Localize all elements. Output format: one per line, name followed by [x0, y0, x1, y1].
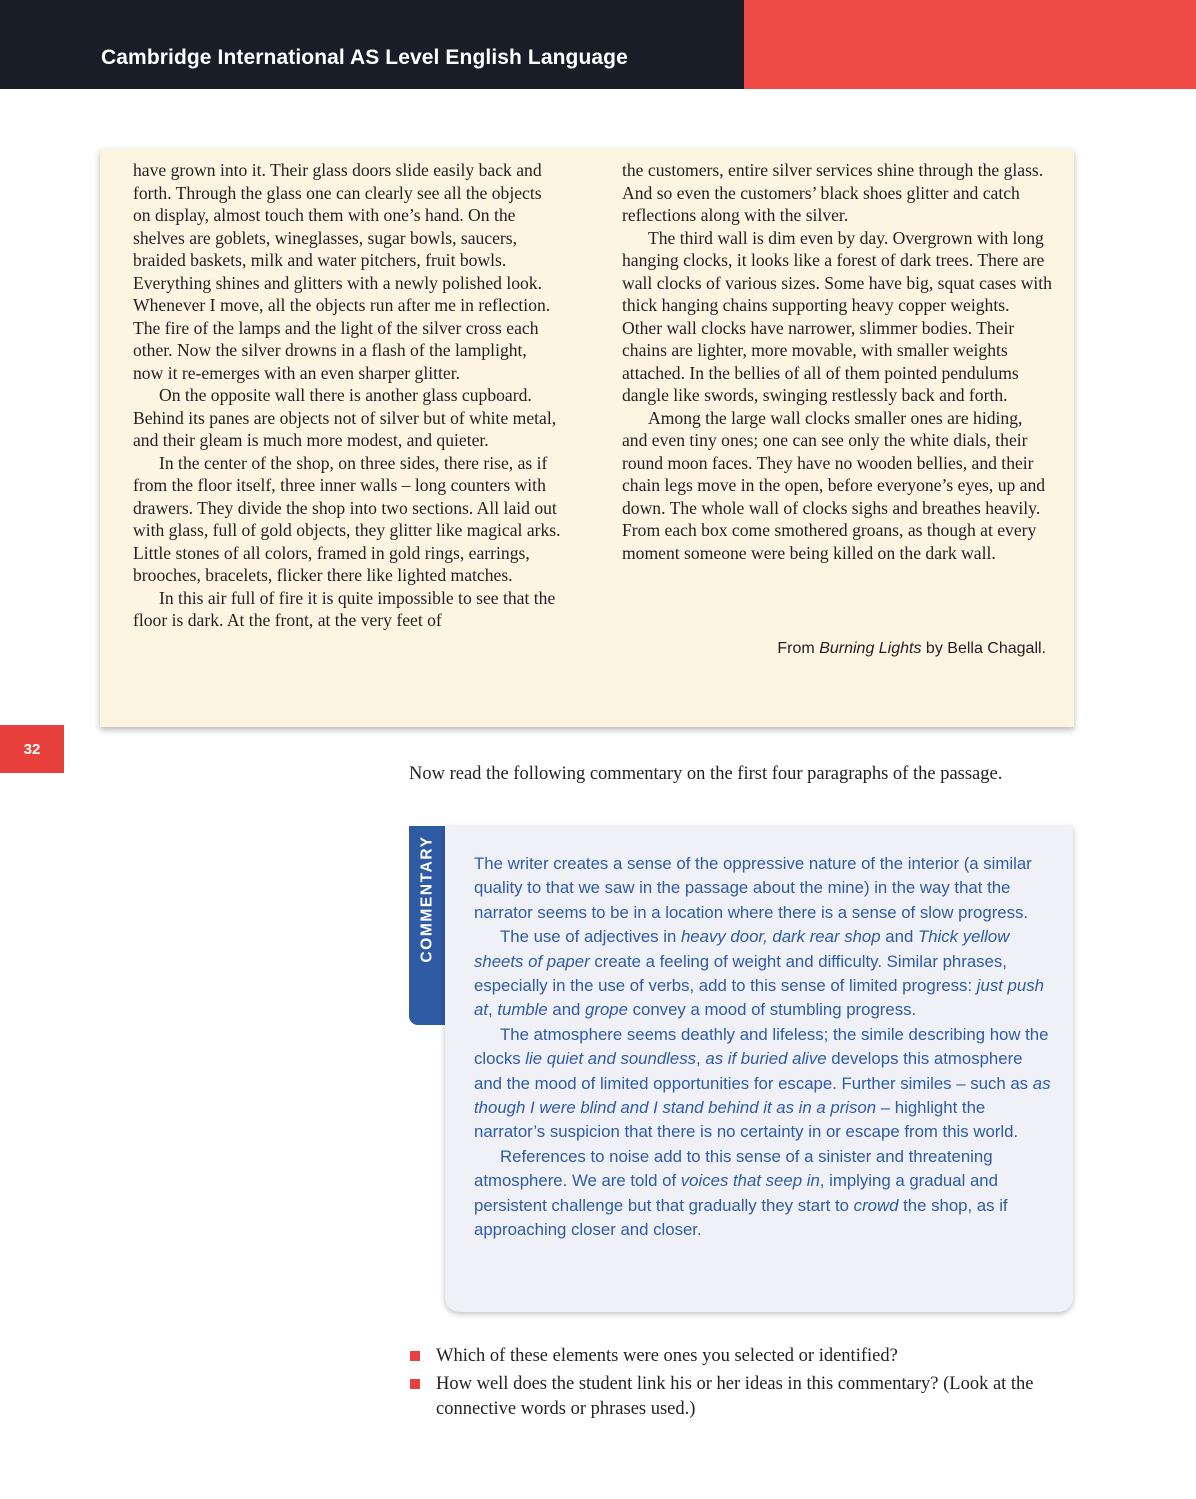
extract-paragraph: Among the large wall clocks smaller ones are hiding, and even tiny ones; one can see only the white dials, their round moon faces. They have no wooden bellies, and their chain legs move in the open, before everyone’s eyes, up and down. The whole wall of clocks sighs and breathes heavily. From each box come smothered groans, as though at every moment someone were being killed on the dark wall. [622, 407, 1046, 563]
extract-source [777, 640, 1046, 658]
question-list [409, 1344, 1059, 1425]
question-text: How well does the student link his or her ideas in this commentary? (Look at the connective words or phrases used.) [436, 1374, 1034, 1419]
source-suffix: by Bella Chagall. [921, 640, 1046, 657]
extract-paragraph: The third wall is dim even by day. Overgrown with long hanging clocks, it looks like a forest of dark trees. There are wall clocks of various sizes. Some have big, squat cases with thick hanging chains supporting heavy copper weights. Other wall clocks have narrower, slimmer bodies. Their chains are lighter, more movable, with smaller weights attached. In the bellies of all of them pointed pendulums dangle like swords, swinging restlessly back and forth. [622, 227, 1052, 405]
book-title: Cambridge International AS Level English Language [101, 46, 628, 69]
square-bullet-icon [410, 1351, 420, 1361]
commentary-tab-label: COMMENTARY [418, 834, 436, 963]
extract-column-left [133, 159, 561, 632]
extract-paragraph: In the center of the shop, on three sides, there rise, as if from the floor itself, three inner walls – long counters with drawers. They divide the shop into two sections. All laid out with glass, full of gold objects, they glitter like magical arks. Little stones of all colors, framed in gold rings, earrings, brooches, bracelets, flicker there like lighted matches. [133, 452, 561, 585]
commentary-paragraph: The atmosphere seems deathly and lifeless; the simile describing how the clocks lie quiet and soundless, as if buried alive develops this atmosphere and the mood of limited opportunities for escape. Further similes – such as as though I were blind and I stand behind it as in a prison – highlight the narrator’s suspicion that there is no certainty in or escape from this world. [474, 1024, 1051, 1142]
extract-paragraph: In this air full of fire it is quite impossible to see that the floor is dark. At the front, at the very feet of [133, 587, 556, 630]
intro-text: Now read the following commentary on the first four paragraphs of the passage. [409, 764, 1003, 784]
commentary-tab-label-wrap [409, 826, 446, 971]
header-bar [0, 0, 744, 89]
extract-paragraph: On the opposite wall there is another glass cupboard. Behind its panes are objects not of silver but of white metal, and their gleam is much more modest, and quieter. [133, 385, 557, 450]
source-prefix: From [777, 640, 820, 657]
commentary-text [474, 852, 1054, 1243]
question-item [409, 1372, 1059, 1421]
commentary-paragraph: The use of adjectives in heavy door, dark rear shop and Thick yellow sheets of paper create a feeling of weight and difficulty. Similar phrases, especially in the use of verbs, add to this sense of limited progress: just push at, tumble and grope convey a mood of stumbling progress. [474, 927, 1044, 1020]
extract-paragraph: the customers, entire silver services shine through the glass. And so even the customers’ black shoes glitter and catch reflections along with the silver. [622, 160, 1044, 225]
commentary-paragraph: The writer creates a sense of the oppressive nature of the interior (a similar quality to that we saw in the passage about the mine) in the way that the narrator seems to be in a location where there is a sense of slow progress. [474, 854, 1032, 922]
question-text: Which of these elements were ones you selected or identified? [436, 1346, 898, 1366]
question-item [409, 1344, 1059, 1369]
source-title: Burning Lights [819, 640, 922, 657]
square-bullet-icon [410, 1379, 420, 1389]
extract-column-right [622, 159, 1052, 564]
header-accent-block [744, 0, 1196, 89]
commentary-paragraph: References to noise add to this sense of a sinister and threatening atmosphere. We are told of voices that seep in, implying a gradual and persistent challenge but that gradually they start to crowd the shop, as if approaching closer and closer. [474, 1146, 1008, 1240]
extract-paragraph: have grown into it. Their glass doors slide easily back and forth. Through the glass one can clearly see all the objects on display, almost touch them with one’s hand. On the shelves are goblets, wineglasses, sugar bowls, saucers, braided baskets, milk and water pitchers, fruit bowls. Everything shines and glitters with a newly polished look. Whenever I move, all the objects run after me in reflection. The fire of the lamps and the light of the silver cross each other. Now the silver drowns in a flash of the lamplight, now it re-emerges with an even sharper glitter. [133, 160, 551, 383]
page-number: 32 [0, 725, 64, 773]
